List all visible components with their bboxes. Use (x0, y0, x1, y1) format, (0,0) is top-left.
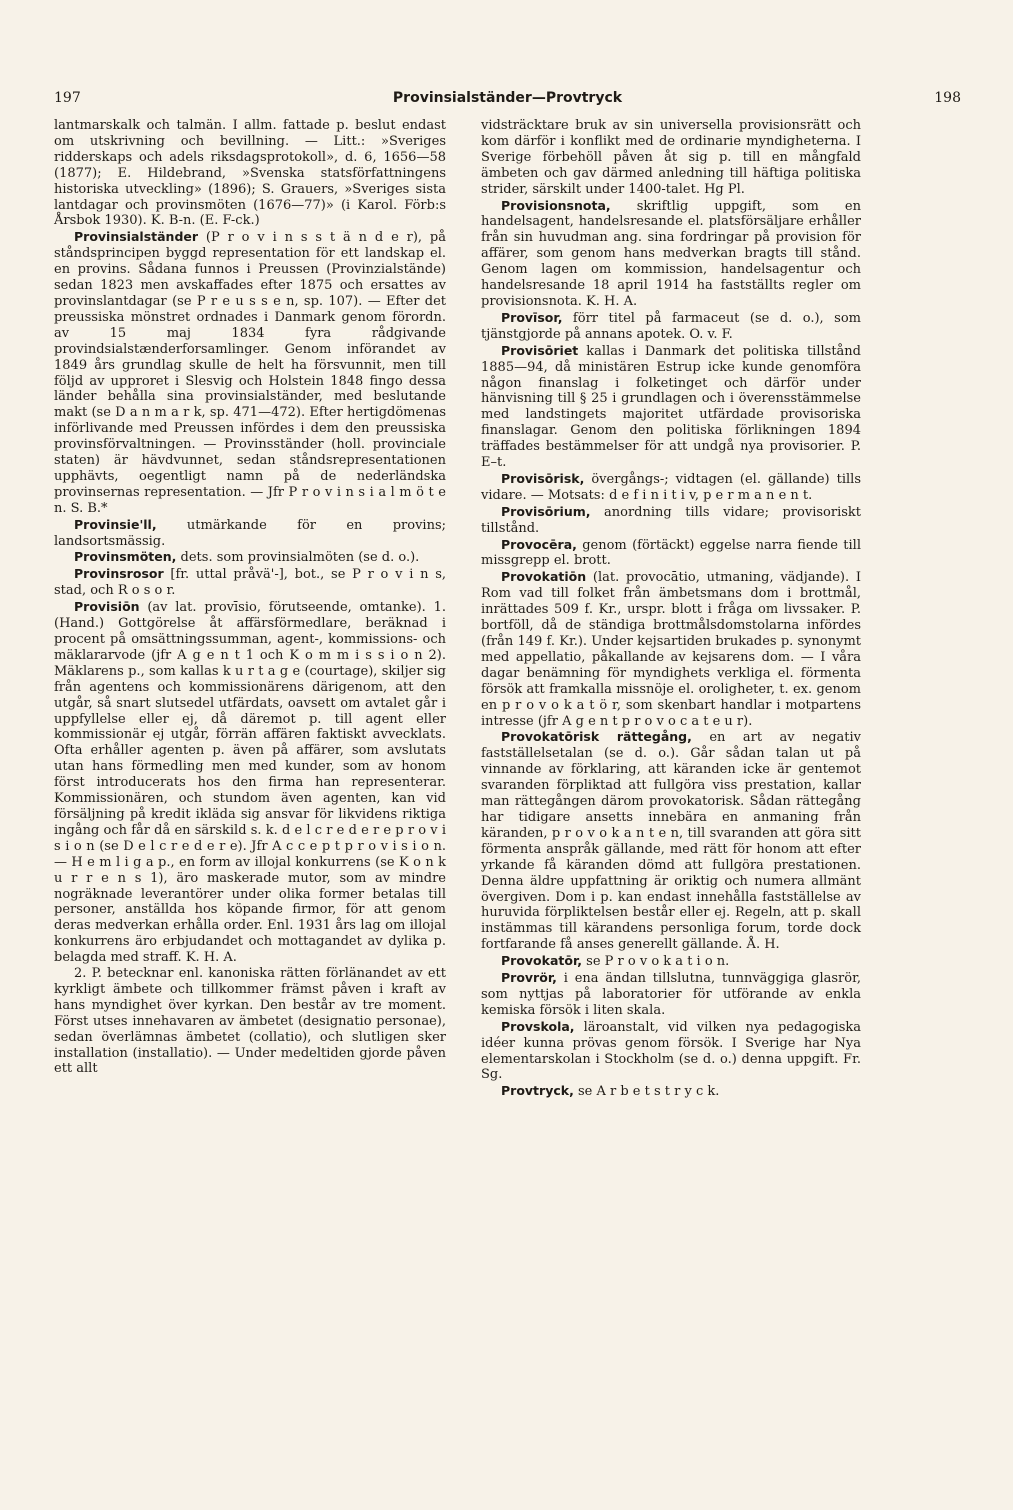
page-number-right: 198 (934, 90, 961, 106)
entry-headword: Provisōriet (501, 342, 579, 358)
left-column (54, 118, 446, 1077)
entry-headword: Provinsie'll, (74, 516, 157, 532)
entry-text: se A r b e t s t r y c k. (573, 1084, 720, 1100)
dictionary-entry (481, 729, 861, 953)
entry-headword: Provskola, (501, 1018, 575, 1034)
entry-text: dets. som provinsialmöten (se d. o.). (176, 550, 420, 566)
entry-text: (P r o v i n s s t ä n d e r), på ståndsprincipen byggd representation för ett landskap el. en provins. Sådana funnos i Preussen (Provinzialstände) sedan 1823 men avskaffades efter 1875 och ersattes av provinslantdagar (se P r e u s s e n, sp. 107). — Efter det preussiska mönstret ordnades i Danmark genom förordn. av 15 maj 1834 fyra rådgivande provindsialstænderforsamlinger. Genom införandet av 1849 års grundlag skulle de helt ha försvunnit, men till följd av upproret i Slesvig och Holstein 1848 fingo dessa länder behålla sina provinsialständer, med beslutande makt (se D a n m a r k, sp. 471—472). Efter hertigdömenas införlivande med Preussen infördes i dem den preussiska provinsförvaltningen. — Provinsständer (holl. provinciale staten) är hävdvunnet, sedan ståndsrepresentationen upphävts, oegentligt namn på de nederländska provinsernas representation. — Jfr P r o v i n s i a l m ö t e n. S. B.* (54, 230, 446, 516)
dictionary-entry (481, 569, 861, 729)
entry-headword: Provokatōr, (501, 953, 583, 969)
right-column (481, 118, 861, 1100)
entry-headword: Provisionsnota, (501, 197, 611, 213)
dictionary-entry (481, 343, 861, 471)
dictionary-entry (481, 198, 861, 310)
page-header (54, 88, 961, 112)
entry-headword: Provinsialständer (74, 229, 199, 245)
entry-text: se P r o v o k a t i o n. (582, 954, 730, 970)
entry-headword: Provisiōn (74, 599, 140, 615)
dictionary-entry (481, 970, 861, 1019)
entry-headword: Provtryck, (501, 1083, 574, 1099)
dictionary-entry (481, 1083, 861, 1100)
entry-headword: Provinsmöten, (74, 549, 177, 565)
dictionary-entry (54, 118, 446, 229)
dictionary-entry (54, 517, 446, 550)
entry-text: övergångs-; vidtagen (el. gällande) tills vidare. — Motsats: d e f i n i t i v, p e r m a n e n t. (481, 471, 861, 503)
entry-text: anordning tills vidare; provisoriskt tillstånd. (481, 504, 861, 536)
entry-text: 2. P. betecknar enl. kanoniska rätten förlänandet av ett kyrkligt ämbete och tillkommer främst påven i kraft av hans myndighet över kyrkan. Den består av tre moment. Först utses innehavaren av ämbetet (designatio personae), sedan överlämnas ämbetet (collatio), och slutligen sker installation (installatio). — Under medeltiden gjorde påven ett allt (54, 966, 446, 1077)
dictionary-entry (54, 229, 446, 516)
entry-headword: Provisōrium, (501, 503, 591, 519)
entry-headword: Provokatiōn (501, 569, 587, 585)
dictionary-entry (54, 966, 446, 1077)
dictionary-entry (481, 504, 861, 537)
dictionary-entry (54, 599, 446, 966)
dictionary-entry (481, 118, 861, 198)
dictionary-entry (54, 549, 446, 566)
entry-text: (lat. provocātio, utmaning, vädjande). I Rom vad till folket från ämbetsmans dom i brottmål, inrättades 509 f. Kr., urspr. blott i fråga om livssaker. P. bortföll, då de ständiga brottmålsdomstolarna infördes (från 149 f. Kr.). Under kejsartiden brukades p. synonymt med appellatio, påkallande av kejsarens dom. — I våra dagar benämning för myndighets verkliga el. förmenta försök att framkalla missnöje el. oroligheter, t. ex. genom en p r o v o k a t ö r, som skenbart handlar i motpartens intresse (jfr A g e n t p r o v o c a t e u r). (481, 570, 861, 729)
page-number-left: 197 (54, 90, 81, 106)
entry-text: förr titel på farmaceut (se d. o.), som tjänstgjorde på annans apotek. O. v. F. (481, 310, 861, 342)
entry-text: i ena ändan tillslutna, tunnväggiga glasrör, som nyttjas på laboratorier för utförande av enkla kemiska försök i liten skala. (481, 971, 861, 1018)
dictionary-entry (481, 1019, 861, 1084)
entry-text: [fr. uttal pråvä'-], bot., se P r o v i n s, stad, och R o s o r. (54, 567, 446, 599)
entry-headword: Provocēra, (501, 536, 577, 552)
entry-text: vidsträcktare bruk av sin universella provisionsrätt och kom därför i konflikt med de ordinarie myndigheterna. I Sverige förbehöll påven åt sig p. till en mångfald ämbeten och gav därmed anledning till häftiga politiska strider, särskilt under 1400-talet. Hg Pl. (481, 118, 861, 197)
entry-text: (av lat. provīsio, förutseende, omtanke). 1. (Hand.) Gottgörelse åt affärsförmedlare, beräknad i procent på omsättningssumman, agent-, kommissions- och mäklararvode (jfr A g e n t 1 och K o m m i s s i o n 2). Mäklarens p., som kallas k u r t a g e (courtage), skiljer sig från agentens och kommissionärens därigenom, att den utgår, så snart slutsedel utfärdats, oavsett om avtalet går i uppfyllelse eller ej, då däremot p. till agent eller kommissionär ej utgår, förrän affären faktiskt avvecklats. Ofta erhåller agenten p. även på affärer, som avslutats utan hans förmedling men med kunder, som av honom först introducerats hos den firma han representerar. Kommissionären, och stundom även agenten, kan vid försäljning på kredit ikläda sig ansvar för likvidens riktiga ingång och får då en särskild s. k. d e l c r e d e r e p r o v i s i o n (se D e l c r e d e r e). Jfr A c c e p t p r o v i s i o n. — H e m l i g a p., en form av illojal konkurrens (se K o n k u r r e n s 1), äro maskerade mutor, som av mindre nogräknade leverantörer under olika former betalas till personer, anställda hos köpande firmor, för att genom deras medverkan erhålla order. Enl. 1931 års lag om illojal konkurrens äro erbjudandet och mottagandet av dylika p. belagda med straff. K. H. A. (54, 600, 446, 966)
entry-text: genom (förtäckt) eggelse narra fiende till missgrepp el. brott. (481, 537, 861, 569)
dictionary-entry (481, 471, 861, 504)
entry-text: lantmarskalk och talmän. I allm. fattade p. beslut endast om utskrivning och bevillning. — Litt.: »Sveriges ridderskaps och adels riksdagsprotokoll», d. 6, 1656—58 (1877); E. Hildebrand, »Svenska statsförfattningens historiska utveckling» (1896); S. Grauers, »Sveriges sista lantdagar och provinsmöten (1676—77)» (i Karol. Förb:s Årsbok 1930). K. B-n. (E. F-ck.) (54, 118, 446, 229)
dictionary-entry (481, 537, 861, 570)
entry-text: en art av negativ fastställelsetalan (se d. o.). Går sådan talan ut på vinnande av förklaring, att käranden icke är gentemot svaranden förpliktad att fullgöra viss prestation, kallar man rättegången därom provokatorisk. Sådan rättegång har tidigare ansetts innebära en anmaning från käranden, p r o v o k a n t e n, till svaranden att göra sitt förmenta anspråk gällande, med rätt för honom att efter yrkande få käranden dömd att fullgöra prestationen. Denna äldre uppfattning är oriktig och numera allmänt övergiven. Dom i p. kan endast innehålla fastställelse av huruvida förpliktelsen består eller ej. Regeln, att p. skall instämmas till kärandens personliga forum, torde dock fortfarande få anses generellt gällande. Å. H. (481, 730, 861, 953)
entry-headword: Provokatōrisk rättegång, (501, 729, 692, 745)
running-title: Provinsialständer—Provtryck (392, 90, 623, 106)
entry-headword: Provinsrosor (74, 566, 164, 582)
entry-headword: Provīsor, (501, 309, 563, 325)
dictionary-entry (54, 566, 446, 599)
entry-text: utmärkande för en provins; landsortsmässig. (54, 517, 446, 549)
dictionary-entry (481, 310, 861, 343)
dictionary-entry (481, 953, 861, 970)
entry-text: kallas i Danmark det politiska tillstånd 1885—94, då ministären Estrup icke kunde genomföra någon finanslag i folketinget och därför under hänvisning till § 25 i grundlagen och i överensstämmelse med landstingets majoritet utfärdade provisoriska finanslagar. Genom den politiska förlikningen 1894 träffades bestämmelser för att undgå nya provisorier. P. E–t. (481, 343, 861, 471)
entry-headword: Provisōrisk, (501, 470, 585, 486)
entry-headword: Provrör, (501, 970, 557, 986)
entry-text: skriftlig uppgift, som en handelsagent, handelsresande el. platsförsäljare erhåller från sin huvudman ang. sina fordringar på provision för affärer, som genom hans medverkan bragts till stånd. Genom lagen om kommission, handelsagentur och handelsresande 18 april 1914 ha fastställts regler om provisionsnota. K. H. A. (481, 198, 861, 309)
entry-text: läroanstalt, vid vilken nya pedagogiska idéer kunna prövas genom försök. I Sverige har Nya elementarskolan i Stockholm (se d. o.) denna uppgift. Fr. Sg. (481, 1019, 861, 1083)
